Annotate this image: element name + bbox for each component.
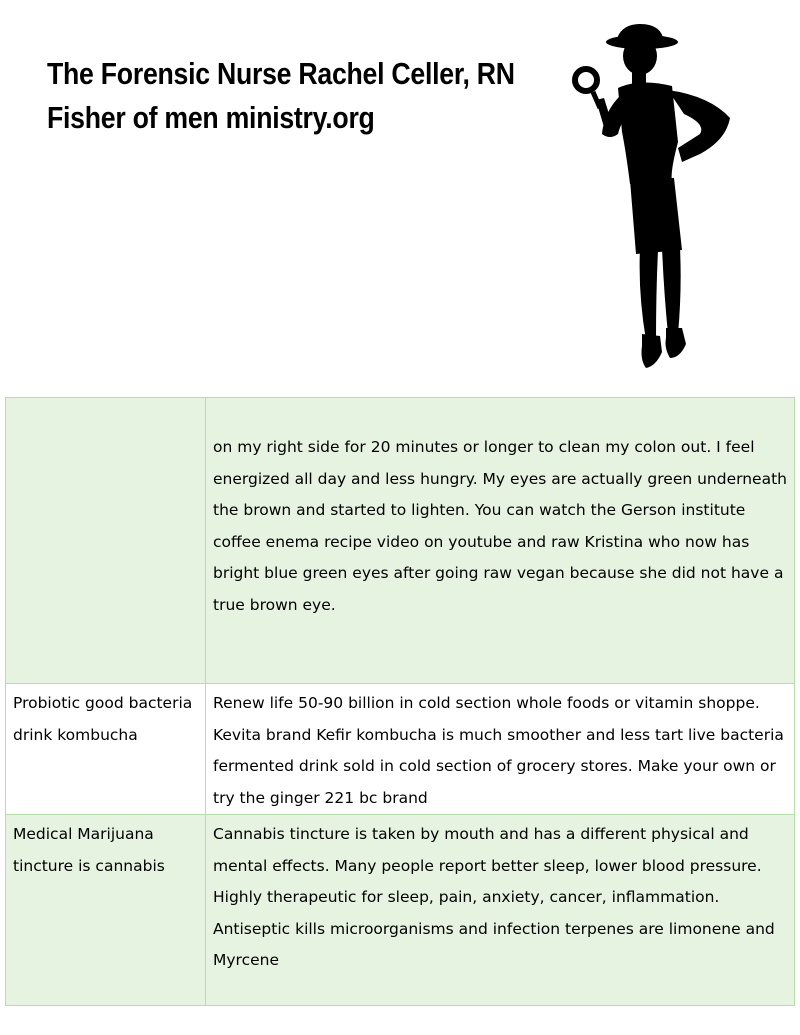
title-line-1: The Forensic Nurse Rachel Celler, RN xyxy=(47,56,515,91)
table-cell-label xyxy=(6,398,206,684)
table-row xyxy=(6,398,795,684)
table-cell-text: Cannabis tincture is taken by mouth and has a different physical and mental effects. Many people report better sleep, lower blood pressure. Highly therapeutic for sleep, pain, anxiety, cancer, inflammation. Antiseptic kills microorganisms and infection terpenes are limonene and Myrcene xyxy=(206,815,795,1006)
table-row xyxy=(6,815,795,1006)
table-cell-label: Probiotic good bacteria drink kombucha xyxy=(6,684,206,815)
table-row xyxy=(6,684,795,815)
remedies-table xyxy=(5,397,795,1006)
page-title xyxy=(47,52,515,140)
table-cell-text: on my right side for 20 minutes or longer to clean my colon out. I feel energized all day and less hungry. My eyes are actually green underneath the brown and started to lighten. You can watch the Gerson institute coffee enema recipe video on youtube and raw Kristina who now has bright blue green eyes after going raw vegan because she did not have a true brown eye. xyxy=(206,398,795,684)
detective-silhouette-icon xyxy=(560,22,750,372)
table-cell-label: Medical Marijuana tincture is cannabis xyxy=(6,815,206,1006)
table-cell-text: Renew life 50-90 billion in cold section whole foods or vitamin shoppe. Kevita brand Kefir kombucha is much smoother and less tart live bacteria fermented drink sold in cold section of grocery stores. Make your own or try the ginger 221 bc brand xyxy=(206,684,795,815)
title-line-2: Fisher of men ministry.org xyxy=(47,100,375,135)
